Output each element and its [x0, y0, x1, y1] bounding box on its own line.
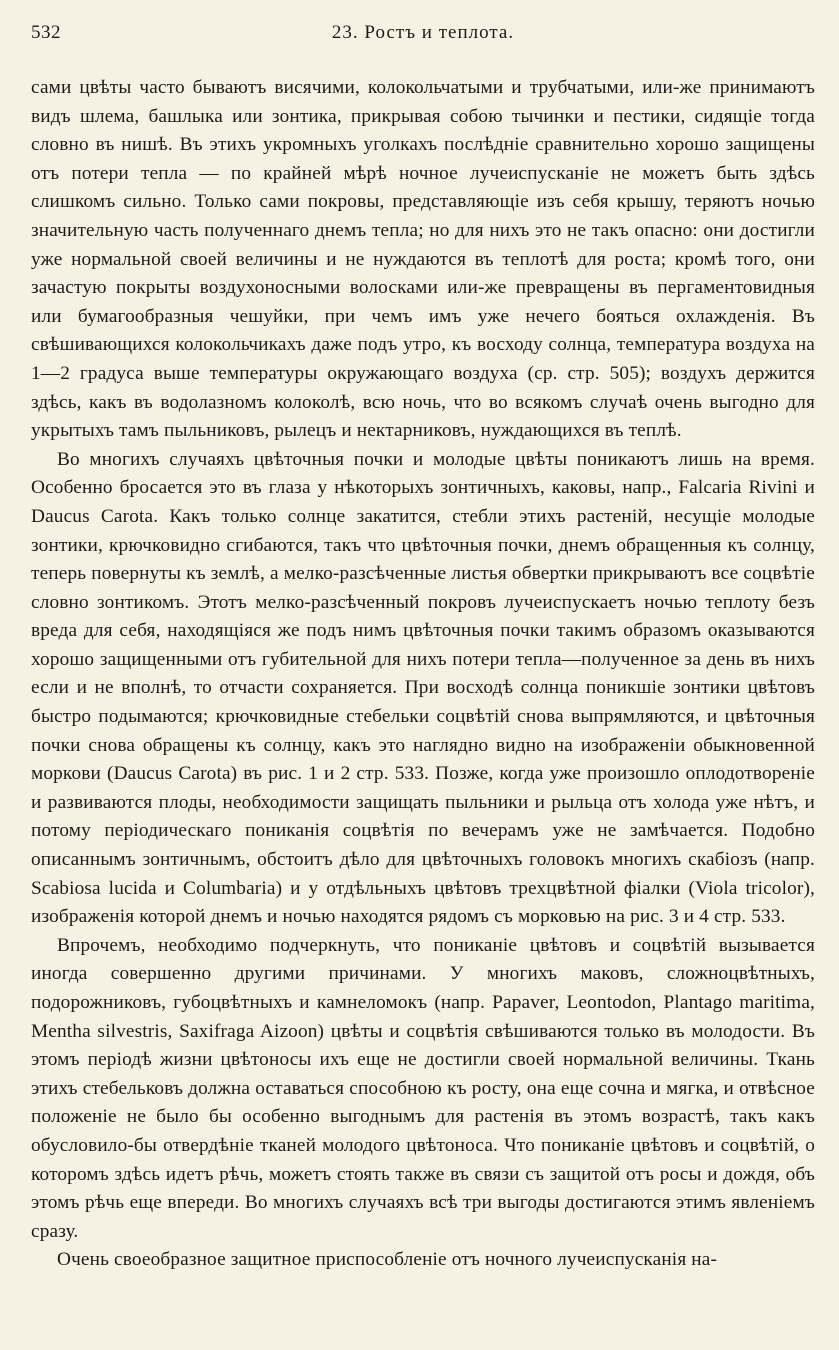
running-header: [31, 22, 815, 52]
paragraph-1: сами цвѣты часто бываютъ висячими, колокольчатыми и трубчатыми, или-же принимаютъ видъ шлема, башлыка или зонтика, прикрывая собою тычинки и пестики, сидящіе тогда словно въ нишѣ. Въ этихъ укромныхъ уголкахъ послѣдніе сравнительно хорошо защищены отъ потери тепла — по крайней мѣрѣ ночное лучеиспусканіе не можетъ быть здѣсь слишкомъ сильно. Только сами покровы, представляющіе изъ себя крышу, теряютъ ночью значительную часть полученнаго днемъ тепла; но для нихъ это не такъ опасно: они достигли уже нормальной своей величины и не нуждаются въ теплотѣ для роста; кромѣ того, они зачастую покрыты воздухоносными волосками или-же превращены въ пергаментовидныя или бумагообразныя чешуйки, при чемъ имъ уже нечего бояться охлажденія. Въ свѣшивающихся колокольчикахъ даже подъ утро, къ восходу солнца, температура воздуха на 1—2 градуса выше температуры окружающаго воздуха (ср. стр. 505); воздухъ держится здѣсь, какъ въ водолазномъ колоколѣ, всю ночь, что во всякомъ случаѣ очень выгодно для укрытыхъ тамъ пыльниковъ, рылецъ и нектарниковъ, нуждающихся въ теплѣ.: [31, 77, 815, 442]
paragraph-2: Во многихъ случаяхъ цвѣточныя почки и молодые цвѣты поникаютъ лишь на время. Особенно бросается это въ глаза у нѣкоторыхъ зонтичныхъ, каковы, напр., Falcaria Rivini и Daucus Carota. Какъ только солнце закатится, стебли этихъ растеній, несущіе молодые зонтики, крючковидно сгибаются, такъ что цвѣточныя почки, днемъ обращенныя къ солнцу, теперь повернуты къ землѣ, а мелко-разсѣченные листья обвертки прикрываютъ все соцвѣтіе словно зонтикомъ. Этотъ мелко-разсѣченный покровъ лучеиспускаетъ ночью теплоту безъ вреда для себя, находящіяся же подъ нимъ цвѣточныя почки такимъ образомъ оказываются хорошо защищенными отъ губительной для нихъ потери тепла—полученное за день въ нихъ если и не вполнѣ, то отчасти сохраняется. При восходѣ солнца поникшіе зонтики цвѣтовъ быстро подымаются; крючковидные стебельки соцвѣтій снова выпрямляются, и цвѣточныя почки снова обращены къ солнцу, какъ это наглядно видно на изображеніи обыкновенной моркови (Daucus Carota) въ рис. 1 и 2 стр. 533. Позже, когда уже произошло оплодотвореніе и развиваются плоды, необходимости защищать пыльники и рыльца отъ холода уже нѣтъ, и потому періодическаго пониканія соцвѣтія по вечерамъ уже не замѣчается. Подобно описаннымъ зонтичнымъ, обстоитъ дѣло для цвѣточныхъ головокъ многихъ скабіозъ (напр. Scabiosa lucida и Columbaria) и у отдѣльныхъ цвѣтовъ трехцвѣтной фіалки (Viola tricolor), изображенія которой днемъ и ночью находятся рядомъ съ морковью на рис. 3 и 4 стр. 533.: [31, 448, 815, 928]
body-text: [31, 74, 815, 1275]
chapter-title: 23. Ростъ и теплота.: [331, 22, 515, 43]
paragraph-4: Очень своеобразное защитное приспособленіе отъ ночного лучеиспусканія на-: [57, 1249, 718, 1271]
page-number: 532: [31, 22, 61, 43]
paragraph-3: Впрочемъ, необходимо подчеркнуть, что пониканіе цвѣтовъ и соцвѣтій вызывается иногда совершенно другими причинами. У многихъ маковъ, сложноцвѣтныхъ, подорожниковъ, губоцвѣтныхъ и камнеломокъ (напр. Papaver, Leontodon, Plantago maritima, Mentha silvestris, Saxifraga Aizoon) цвѣты и соцвѣтія свѣшиваются только въ молодости. Въ этомъ періодѣ жизни цвѣтоносы ихъ еще не достигли своей нормальной величины. Ткань этихъ стебельковъ должна оставаться способною къ росту, она еще сочна и мягка, и отвѣсное положеніе не было бы особенно выгоднымъ для растенія въ этомъ возрастѣ, такъ какъ обусловило-бы отвердѣніе тканей молодого цвѣтоноса. Что пониканіе цвѣтовъ и соцвѣтій, о которомъ здѣсь идетъ рѣчь, можетъ стоять также въ связи съ защитой отъ росы и дождя, объ этомъ рѣчь еще впереди. Во многихъ случаяхъ всѣ три выгоды достигаются этимъ явленіемъ сразу.: [31, 934, 815, 1242]
